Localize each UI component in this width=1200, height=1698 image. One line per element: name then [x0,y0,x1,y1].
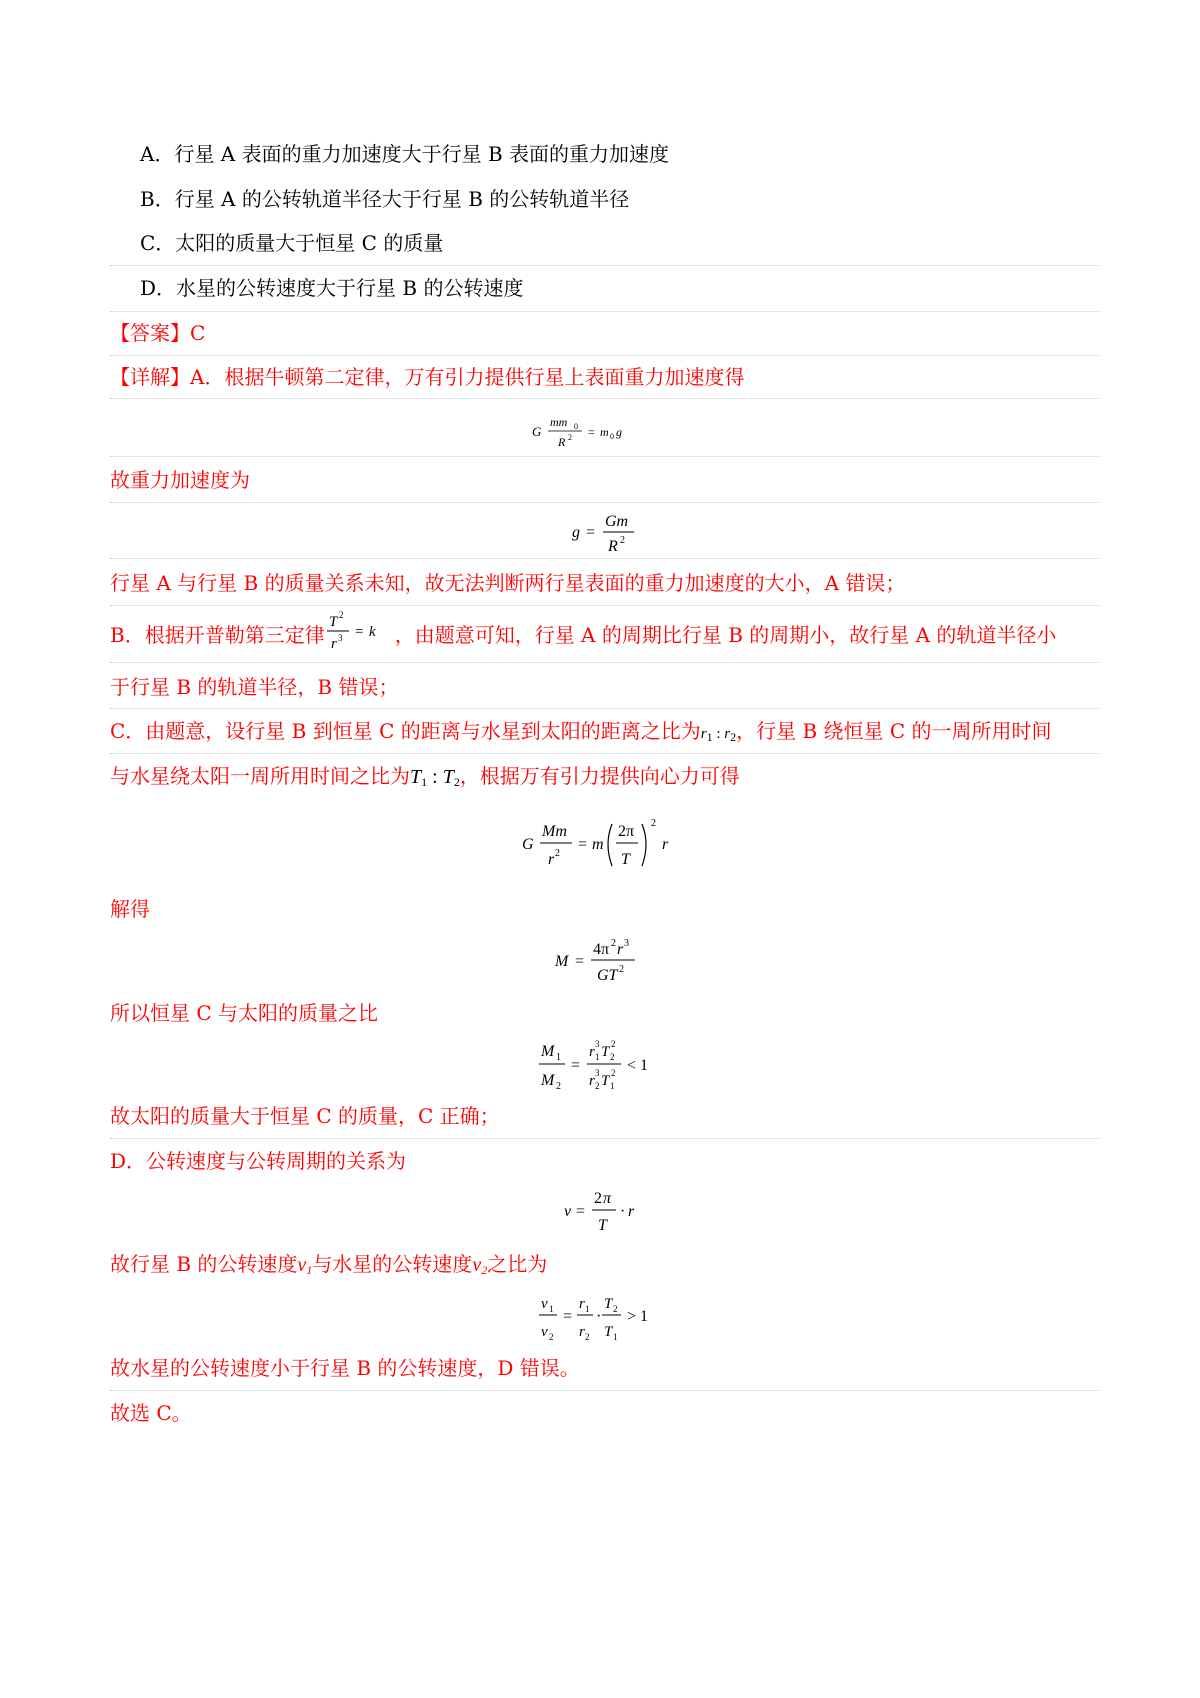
distance-ratio: $r_1$ : $r_2$ [700,726,737,744]
svg-text:r: r [548,851,555,868]
svg-text:=: = [354,624,364,640]
analysis-c-line1: C．由题意，设行星 B 到恒星 C 的距离与水星到太阳的距离之比为$r_1$ : $r_2$，行星 B 绕恒星 C 的一周所用时间 [110,719,1052,744]
svg-text:1: 1 [585,1304,590,1314]
svg-text:v: v [541,1296,548,1312]
divider [110,265,1100,266]
option-d: D．水星的公转速度大于行星 B 的公转速度 [140,276,524,300]
svg-text:k: k [368,624,376,640]
answer-value: C [190,321,206,345]
svg-text:3: 3 [337,633,343,643]
svg-text:T: T [601,1073,610,1089]
svg-text:1: 1 [556,1052,561,1063]
divider [110,502,1100,503]
svg-text:2: 2 [556,1081,561,1092]
svg-text:1: 1 [595,1052,600,1062]
svg-text:=: = [563,1308,573,1325]
svg-text:0: 0 [610,432,614,441]
svg-text:v: v [541,1324,548,1340]
svg-text:GT: GT [597,967,618,984]
svg-text:2: 2 [619,964,624,975]
svg-text:g: g [572,524,580,541]
svg-text:m: m [592,836,604,853]
svg-text:1: 1 [613,1332,618,1342]
analysis-a-conclusion: 行星 A 与行星 B 的质量关系未知，故无法判断两行星表面的重力加速度的大小，A 错误； [110,571,906,595]
svg-text:Gm: Gm [605,513,629,530]
svg-text:M: M [541,1043,555,1060]
svg-text:r: r [662,836,669,853]
divider [110,558,1100,559]
kepler-third-law-formula [325,610,395,652]
velocity-v2: $v_2$ [472,1254,488,1277]
analysis-d-conclusion: 故水星的公转速度小于行星 B 的公转速度，D 错误。 [110,1356,580,1380]
svg-text:r: r [589,1073,595,1089]
divider [110,456,1100,457]
svg-text:=: = [578,836,588,853]
divider [110,753,1100,754]
option-a: A．行星 A 表面的重力加速度大于行星 B 表面的重力加速度 [140,142,670,166]
svg-text:2: 2 [620,535,625,546]
svg-text:2: 2 [611,1039,616,1049]
svg-text:r: r [330,636,337,652]
svg-text:=: = [575,953,585,970]
option-c: C．太阳的质量大于恒星 C 的质量 [140,231,444,255]
divider [110,311,1100,312]
svg-text:=: = [586,524,596,541]
svg-text:G: G [532,424,542,439]
analysis-a-mid: 故重力加速度为 [110,468,250,492]
svg-text:mm: mm [550,415,568,429]
svg-text:2: 2 [585,1332,590,1342]
svg-text:2: 2 [549,1332,554,1342]
svg-text:> 1: > 1 [627,1308,649,1325]
svg-text:=: = [571,1057,581,1074]
divider [110,1138,1100,1139]
svg-text:T: T [604,1296,613,1312]
divider [110,398,1100,399]
analysis-c-conclusion: 故太阳的质量大于恒星 C 的质量，C 正确； [110,1104,500,1128]
velocity-v1: $v_1$ [297,1254,313,1277]
analysis-b-line1: B．根据开普勒第三定律 T 2 r 3 = k ，由题意可知，行星 A 的周期比行星 B 的周期小，故行星 A 的轨道半径小 [110,610,1057,652]
svg-text:2: 2 [595,1081,600,1091]
analysis-label: 【详解】 [110,365,190,389]
answer-label: 【答案】 [110,321,190,345]
divider [110,708,1100,709]
svg-text:3: 3 [624,938,629,949]
svg-text:M: M [541,1072,555,1089]
svg-text:Mm: Mm [542,823,567,840]
svg-text:2: 2 [651,818,656,829]
equation-mass [0,932,1200,992]
equation-velocity [0,1183,1200,1243]
svg-text:3: 3 [595,1068,600,1078]
svg-text:π: π [603,1190,612,1207]
svg-text:R: R [558,435,566,449]
analysis-d-mid: 故行星 B 的公转速度$v_1$与水星的公转速度$v_2$之比为 [110,1252,548,1277]
svg-text:2: 2 [611,938,616,949]
svg-text:0: 0 [574,422,578,431]
analysis-c-line2: 与水星绕太阳一周所用时间之比为$T_1$ : $T_2$，根据万有引力提供向心力可得 [110,764,740,789]
svg-text:2: 2 [610,1052,615,1062]
svg-text:T: T [328,614,338,630]
svg-text:3: 3 [595,1039,600,1049]
svg-text:2: 2 [613,1304,618,1314]
svg-text:M: M [555,953,569,970]
analysis-b-line2: 于行星 B 的轨道半径，B 错误； [110,675,399,699]
svg-text:=: = [588,425,595,439]
divider [110,355,1100,356]
svg-text:2π: 2π [618,823,635,840]
option-b: B．行星 A 的公转轨道半径大于行星 B 的公转轨道半径 [140,187,630,211]
analysis-a-intro: 【详解】A．根据牛顿第二定律，万有引力提供行星上表面重力加速度得 [110,365,745,389]
equation-gravity-surface [0,412,1200,472]
svg-text:m: m [600,425,609,439]
analysis-c-solve: 解得 [110,897,150,921]
svg-text:r: r [628,1203,635,1220]
svg-text:=: = [576,1203,586,1220]
svg-text:1: 1 [610,1081,615,1091]
svg-text:R: R [608,538,618,555]
svg-text:r: r [617,941,624,958]
svg-text:T: T [604,1324,613,1340]
equation-g-value [0,508,1200,568]
analysis-d-intro: D．公转速度与公转周期的关系为 [110,1149,407,1173]
final-answer: 故选 C。 [110,1401,192,1425]
analysis-c-ratio: 所以恒星 C 与太阳的质量之比 [110,1001,379,1025]
divider [110,662,1100,663]
svg-text:T: T [621,851,630,868]
svg-text:1: 1 [549,1304,554,1314]
svg-text:T: T [601,1044,610,1060]
period-ratio: $T_1$ : $T_2$ [410,766,460,789]
svg-text:< 1: < 1 [627,1057,649,1074]
svg-text:v: v [564,1203,572,1220]
svg-text:2: 2 [594,1190,602,1207]
svg-text:2: 2 [568,433,572,442]
equation-centripetal [0,812,1200,872]
answer-line [110,320,1100,346]
svg-text:·: · [596,1308,602,1325]
divider [110,1390,1100,1391]
svg-text:G: G [522,836,534,853]
svg-text:r: r [589,1044,595,1060]
svg-text:2: 2 [611,1068,616,1078]
svg-text:·: · [620,1203,626,1220]
equation-mass-ratio [0,1034,1200,1094]
svg-text:r: r [579,1296,585,1312]
svg-text:4π: 4π [593,941,610,958]
svg-text:T: T [598,1217,607,1234]
svg-text:g: g [616,425,622,439]
svg-text:r: r [579,1324,585,1340]
svg-text:2: 2 [555,848,560,859]
equation-velocity-ratio [0,1286,1200,1346]
divider [110,605,1100,606]
svg-text:2: 2 [338,610,344,620]
